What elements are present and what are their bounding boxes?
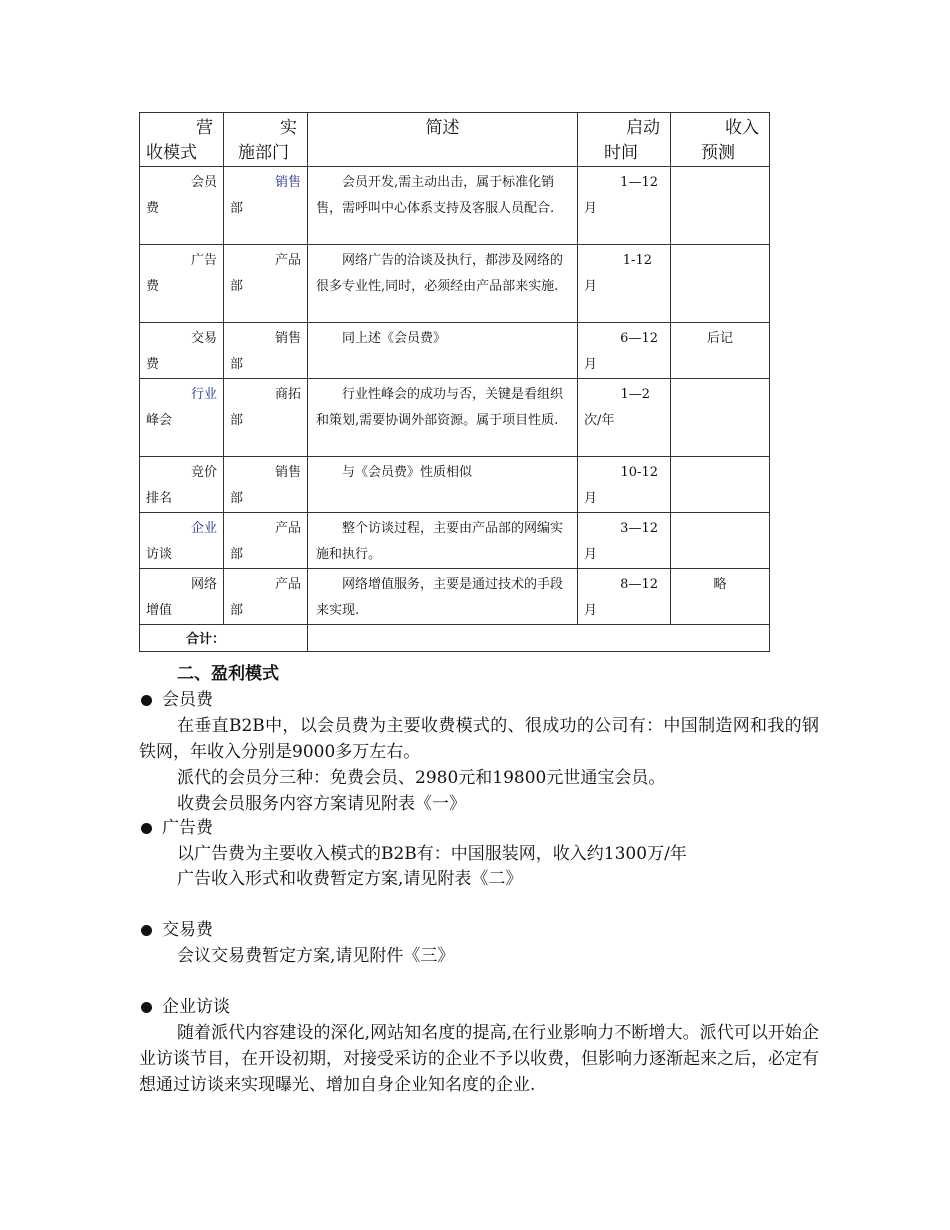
cell-dept: 商拓 部 (224, 379, 308, 457)
cell-dept: 销售 部 (224, 323, 308, 379)
table-row (140, 323, 770, 379)
header-dept: 实 施部门 (224, 113, 308, 167)
bullet-dot-icon (141, 1002, 152, 1013)
cell-desc: 与《会员费》性质相似 (308, 457, 578, 513)
cell-time: 1-12 月 (578, 245, 671, 323)
ads-paragraph-2: 广告收入形式和收费暂定方案,请见附表《二》 (177, 869, 523, 889)
interview-paragraph-1: 随着派代内容建设的深化,网站知名度的提高,在行业影响力不断增大。派代可以开始企业访谈节目，在开设初期，对接受采访的企业不予以收费，但影响力逐渐起来之后，必定有想通过访谈来实现曝光、增加自身企业知名度的企业. (139, 1023, 819, 1095)
cell-mode: 企业 访谈 (140, 513, 224, 569)
bullet-dot-icon (141, 695, 152, 706)
membership-paragraph-2: 派代的会员分三种：免费会员、2980元和19800元世通宝会员。 (177, 768, 666, 788)
cell-desc: 同上述《会员费》 (308, 323, 578, 379)
cell-desc: 网络增值服务，主要是通过技术的手段来实现. (308, 569, 578, 625)
table-row (140, 167, 770, 245)
table-total-row (140, 625, 770, 652)
table-row (140, 457, 770, 513)
cell-desc: 行业性峰会的成功与否，关键是看组织和策划,需要协调外部资源。属于项目性质. (308, 379, 578, 457)
cell-mode: 会员 费 (140, 167, 224, 245)
trade-paragraph-1: 会议交易费暂定方案,请见附件《三》 (177, 946, 455, 966)
cell-time: 3—12 月 (578, 513, 671, 569)
membership-paragraph-1: 在垂直B2B中，以会员费为主要收费模式的、很成功的公司有：中国制造网和我的钢铁网，年收入分别是9000多万左右。 (139, 716, 819, 762)
total-value-cell (308, 625, 770, 652)
cell-forecast (671, 167, 770, 245)
header-desc: 简述 (308, 113, 578, 167)
table-row (140, 569, 770, 625)
cell-forecast: 略 (671, 569, 770, 625)
table-header-row (140, 113, 770, 167)
cell-time: 1—12 月 (578, 167, 671, 245)
cell-forecast (671, 245, 770, 323)
table-row (140, 513, 770, 569)
bullet-dot-icon (141, 823, 152, 834)
cell-desc: 会员开发,需主动出击，属于标准化销售，需呼叫中心体系支持及客服人员配合. (308, 167, 578, 245)
bullet-membership: 会员费 (139, 687, 819, 713)
cell-dept: 销售 部 (224, 167, 308, 245)
revenue-model-table (139, 112, 770, 652)
cell-dept: 产品 部 (224, 245, 308, 323)
cell-time: 8—12 月 (578, 569, 671, 625)
cell-forecast: 后记 (671, 323, 770, 379)
cell-time: 10-12 月 (578, 457, 671, 513)
cell-mode: 交易 费 (140, 323, 224, 379)
cell-mode: 行业 峰会 (140, 379, 224, 457)
cell-mode: 广告 费 (140, 245, 224, 323)
cell-forecast (671, 379, 770, 457)
header-time: 启动 时间 (578, 113, 671, 167)
cell-dept: 产品 部 (224, 569, 308, 625)
header-forecast: 收入 预测 (671, 113, 770, 167)
bullet-dot-icon (141, 925, 152, 936)
cell-time: 1—2 次/年 (578, 379, 671, 457)
cell-forecast (671, 457, 770, 513)
bullet-ads: 广告费 (139, 815, 819, 841)
cell-time: 6—12 月 (578, 323, 671, 379)
total-label-cell: 合计： (140, 625, 308, 652)
membership-paragraph-3: 收费会员服务内容方案请见附表《一》 (177, 794, 466, 814)
cell-desc: 网络广告的洽谈及执行，都涉及网络的很多专业性,同时，必须经由产品部来实施. (308, 245, 578, 323)
bullet-trade: 交易费 (139, 917, 819, 943)
cell-desc: 整个访谈过程，主要由产品部的网编实施和执行。 (308, 513, 578, 569)
cell-dept: 产品 部 (224, 513, 308, 569)
table-row (140, 245, 770, 323)
bullet-interview: 企业访谈 (139, 994, 819, 1020)
cell-mode: 网络 增值 (140, 569, 224, 625)
cell-forecast (671, 513, 770, 569)
table-row (140, 379, 770, 457)
section-title: 二、盈利模式 (177, 664, 279, 684)
ads-paragraph-1: 以广告费为主要收入模式的B2B有：中国服装网，收入约1300万/年 (177, 844, 687, 864)
cell-dept: 销售 部 (224, 457, 308, 513)
header-mode: 营 收模式 (140, 113, 224, 167)
cell-mode: 竞价 排名 (140, 457, 224, 513)
